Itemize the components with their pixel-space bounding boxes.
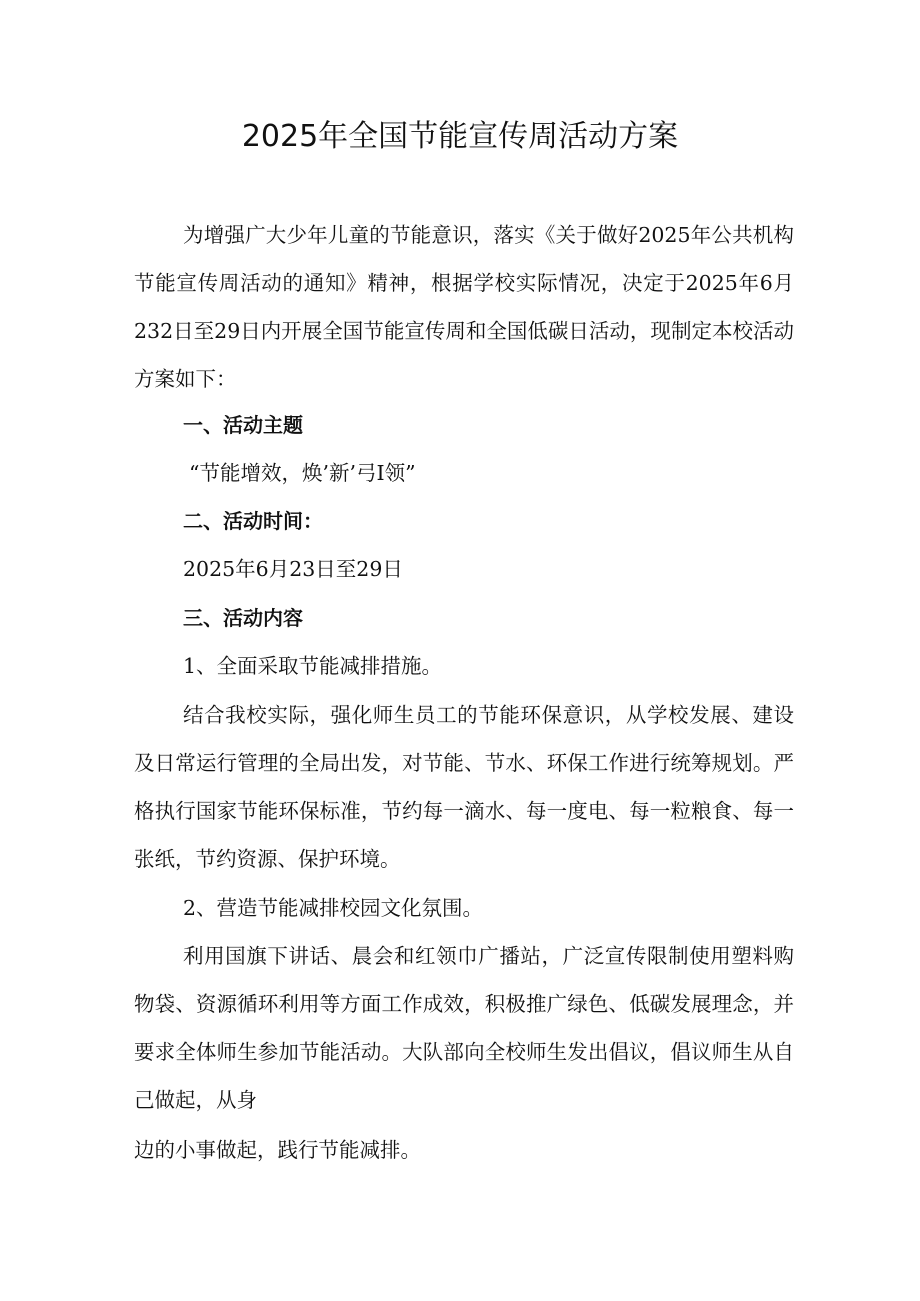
item-1-title: 1、全面采取节能减排措施。	[183, 654, 443, 678]
section-heading-theme: 一、活动主题	[183, 413, 303, 437]
item-2-tail: 边的小事做起，践行节能减排。	[134, 1138, 421, 1162]
section-heading-time: 二、活动时间：	[183, 509, 323, 533]
section-heading-content: 三、活动内容	[183, 606, 303, 630]
item-2-title: 2、营造节能减排校园文化氛围。	[183, 896, 484, 920]
intro-paragraph: 为增强广大少年儿童的节能意识，落实《关于做好2025年公共机构节能宣传周活动的通知》精神，根据学校实际情况，决定于2025年6月232日至29日内开展全国节能宣传周和全国低碳日活动，现制定本校活动方案如下：	[134, 223, 794, 391]
theme-text: “节能增效，焕’新’弓I领”	[189, 461, 416, 485]
document-title: 2025年全国节能宣传周活动方案	[241, 119, 679, 154]
item-2-body: 利用国旗下讲话、晨会和红领巾广播站，广泛宣传限制使用塑料购物袋、资源循环利用等方面工作成效，积极推广绿色、低碳发展理念，并要求全体师生参加节能活动。大队部向全校师生发出倡议，倡议师生从自己做起，从身	[134, 944, 794, 1112]
date-range-text: 2025年6月23日至29日	[183, 557, 403, 581]
item-1-body: 结合我校实际，强化师生员工的节能环保意识，从学校发展、建设及日常运行管理的全局出发，对节能、节水、环保工作进行统筹规划。严格执行国家节能环保标准，节约每一滴水、每一度电、每一粒粮食、每一张纸，节约资源、保护环境。	[134, 703, 794, 871]
